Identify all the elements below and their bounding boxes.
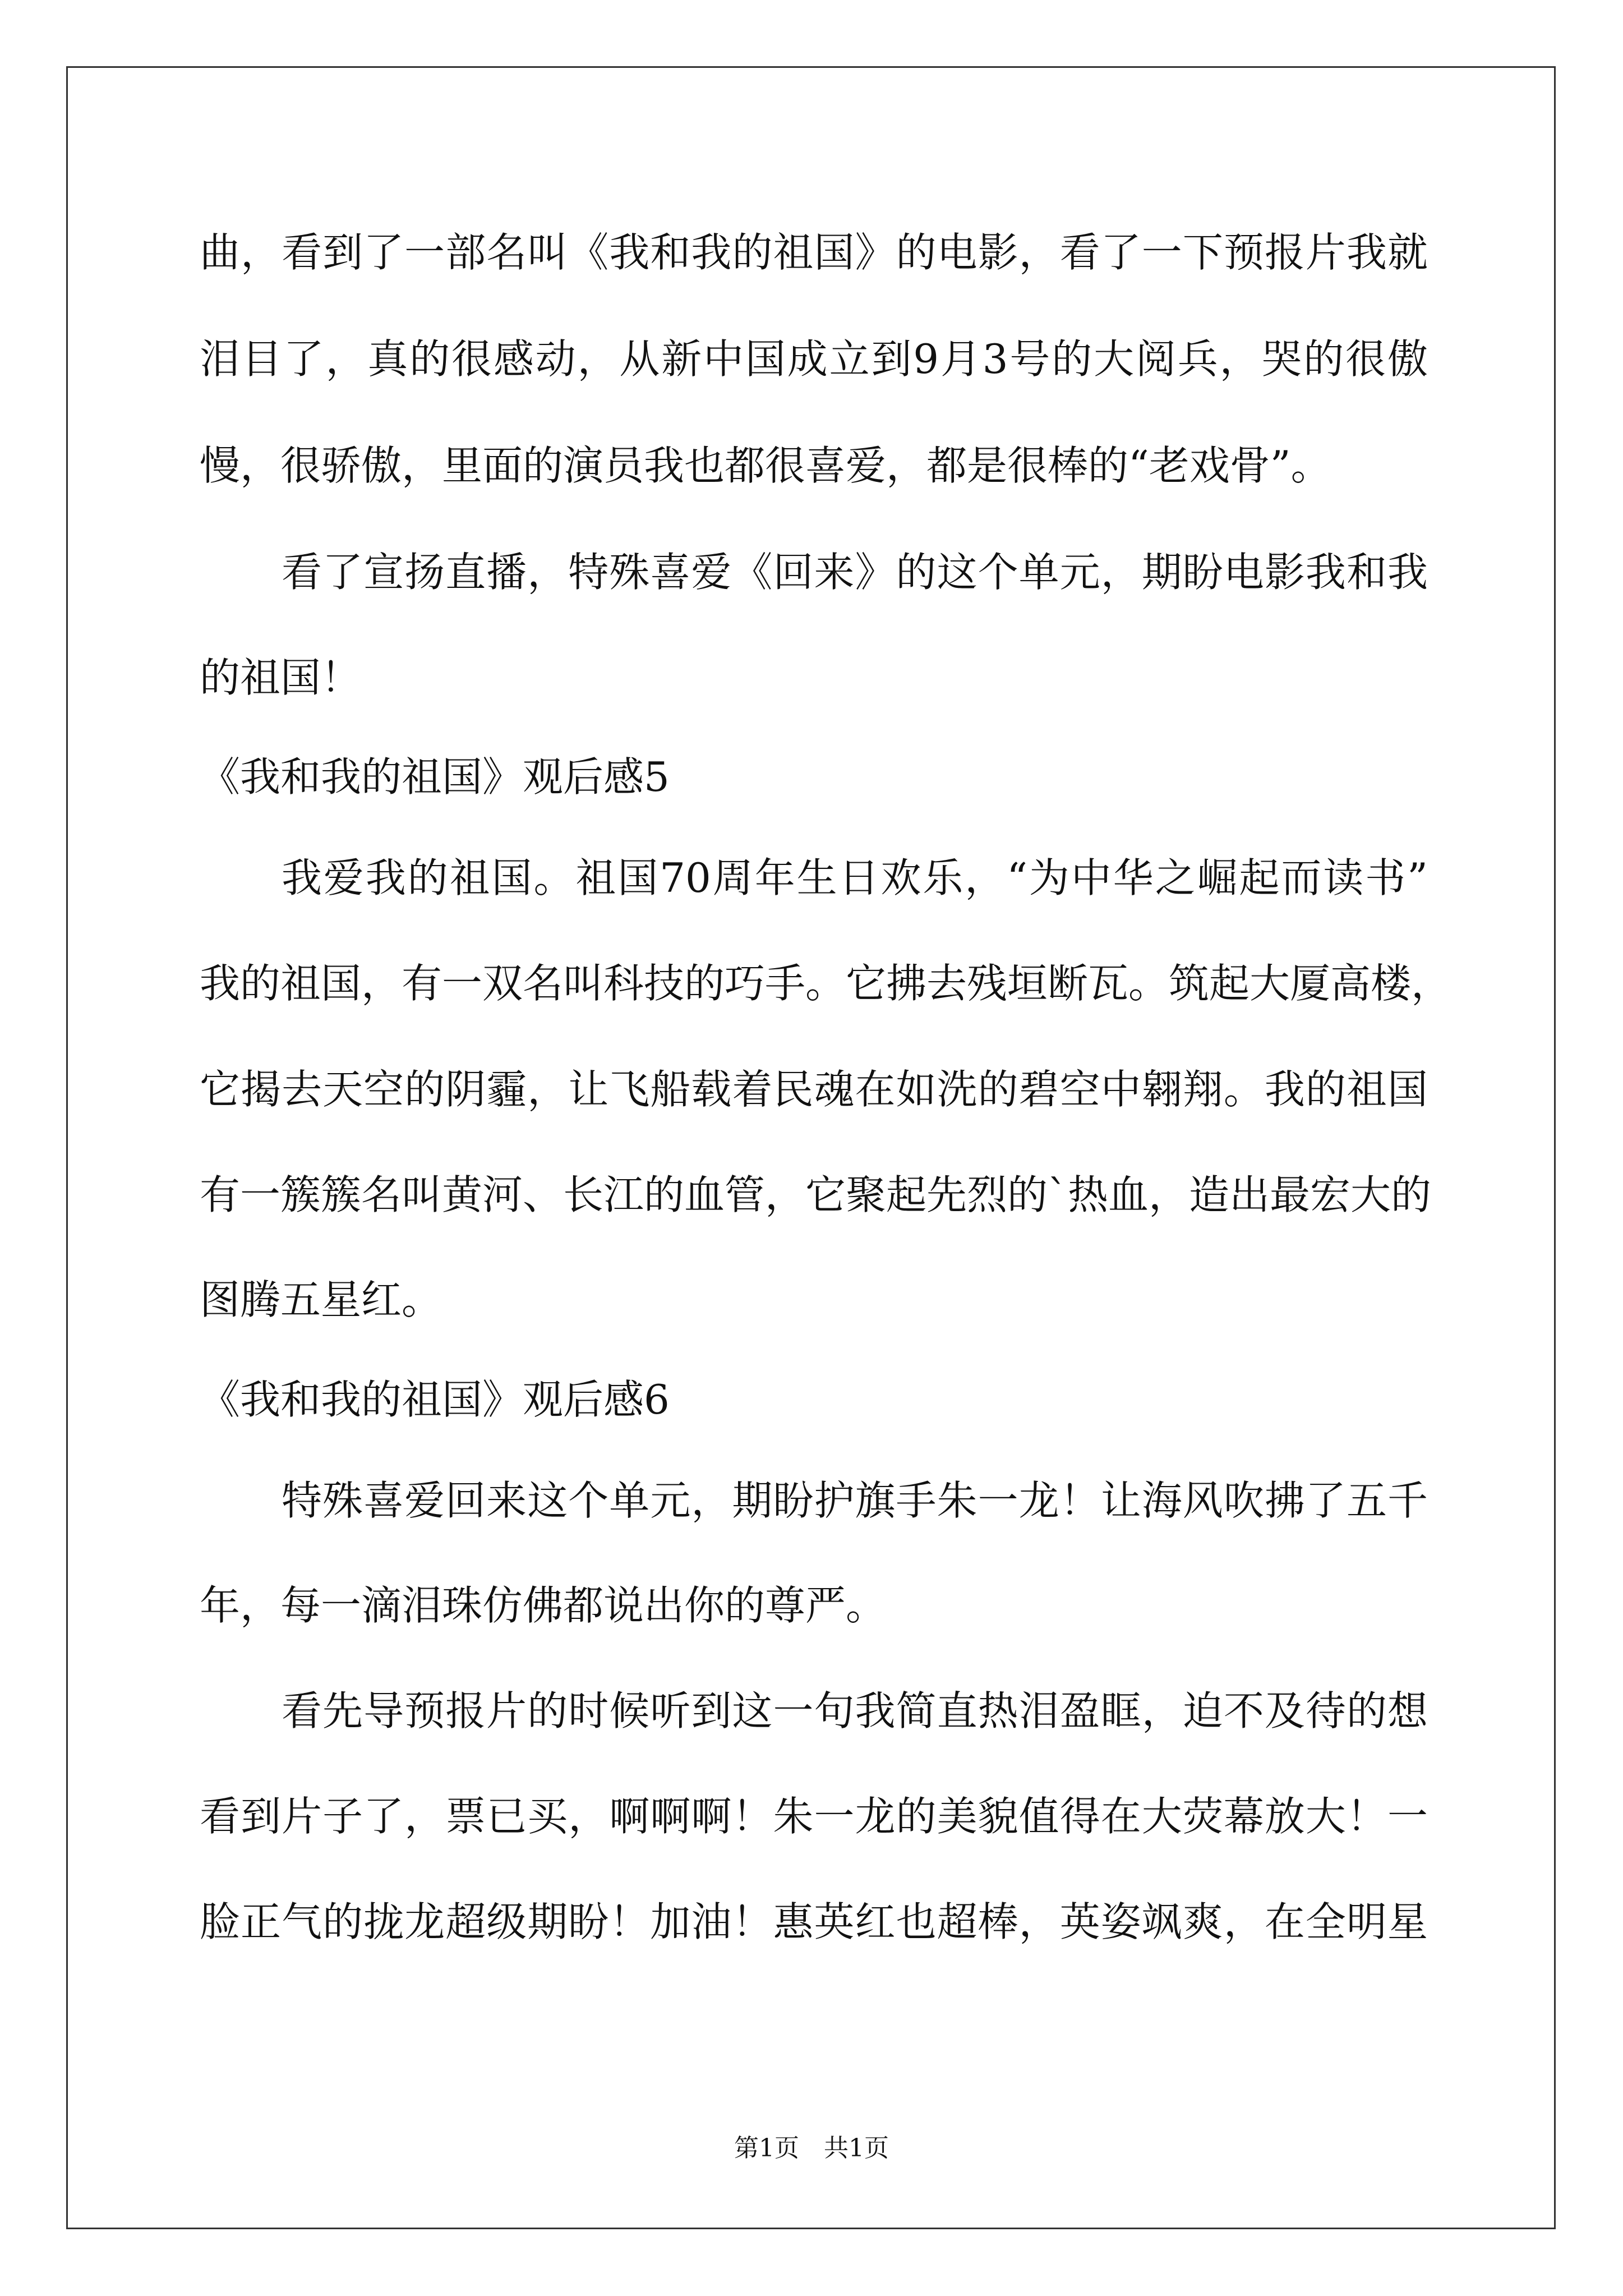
text-line-14: 年，每一滴泪珠仿佛都说出你的尊严。: [200, 1582, 887, 1629]
text-line-16: 看到片子了，票已买，啊啊啊！朱一龙的美貌值得在大荧幕放大！一: [200, 1793, 1428, 1840]
text-line-11: 图腾五星红。: [200, 1276, 442, 1323]
text-line-15: 看先导预报片的时候听到这一句我简直热泪盈眶，迫不及待的想: [282, 1687, 1428, 1734]
text-line-1: 曲，看到了一部名叫《我和我的祖国》的电影，看了一下预报片我就: [200, 229, 1428, 276]
text-line-4: 看了宣扬直播，特殊喜爱《回来》的这个单元，期盼电影我和我: [282, 549, 1428, 596]
text-line-10: 有一簇簇名叫黄河、长江的血管，它聚起先烈的`热血，造出最宏大的: [200, 1171, 1432, 1218]
text-line-8: 我的祖国，有一双名叫科技的巧手。它拂去残垣断瓦。筑起大厦高楼，: [200, 960, 1452, 1007]
text-line-7: 我爱我的祖国。祖国70周年生日欢乐，“为中华之崛起而读书”: [282, 854, 1428, 901]
text-line-3: 慢，很骄傲，里面的演员我也都很喜爱，都是很棒的“老戏骨”。: [200, 442, 1331, 489]
section-heading-6: 《我和我的祖国》观后感6: [200, 1376, 670, 1423]
text-line-9: 它揭去天空的阴霾，让飞船载着民魂在如洗的碧空中翱翔。我的祖国: [200, 1066, 1428, 1113]
page-footer: 第1页 共1页: [734, 2134, 889, 2162]
text-line-5: 的祖国！: [200, 654, 362, 701]
text-line-13: 特殊喜爱回来这个单元，期盼护旗手朱一龙！让海风吹拂了五千: [282, 1477, 1428, 1524]
text-line-17: 脸正气的拢龙超级期盼！加油！惠英红也超棒，英姿飒爽，在全明星: [200, 1898, 1428, 1945]
text-line-2: 泪目了，真的很感动，从新中国成立到9月3号的大阅兵，哭的很傲: [200, 335, 1428, 383]
section-heading-5: 《我和我的祖国》观后感5: [200, 753, 670, 800]
